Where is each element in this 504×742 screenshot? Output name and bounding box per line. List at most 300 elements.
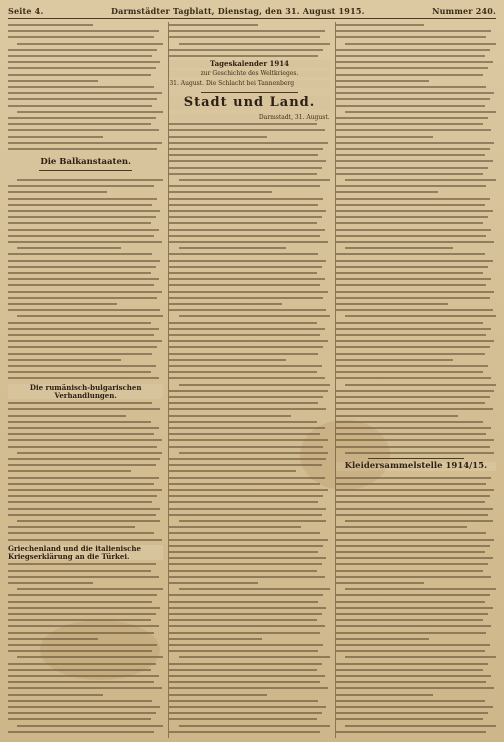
text-line: [169, 371, 317, 373]
text-line: [336, 526, 467, 528]
text-line: [336, 613, 488, 615]
text-line: [8, 526, 135, 528]
text-line: [169, 526, 300, 528]
text-line: [336, 340, 495, 342]
text-line: [169, 576, 325, 578]
heading-verhandlungen: Die rumänisch-bulgarischen Verhandlungen.: [8, 384, 163, 399]
text-line: [336, 30, 492, 32]
text-line: [169, 433, 320, 435]
text-line: [169, 415, 291, 417]
text-line: [336, 700, 485, 702]
text-line: [8, 477, 159, 479]
heading-balkanstaaten: Die Balkanstaaten.: [8, 158, 163, 167]
text-line: [179, 179, 330, 181]
text-line: [336, 266, 488, 268]
text-line: [336, 303, 448, 305]
text-lines: [336, 22, 496, 738]
text-line: [336, 167, 488, 169]
text-line: [336, 508, 493, 510]
text-line: [17, 452, 161, 454]
text-line: [345, 247, 452, 249]
text-line: [8, 570, 151, 572]
text-line: [336, 67, 488, 69]
text-line: [169, 148, 323, 150]
text-line: [8, 198, 157, 200]
text-line: [169, 253, 318, 255]
text-line: [169, 24, 257, 26]
text-line: [8, 532, 154, 534]
heading-rule: [39, 170, 132, 171]
text-line: [8, 55, 152, 57]
text-line: [169, 718, 317, 720]
text-line: [336, 136, 434, 138]
paper-stain: [300, 420, 390, 490]
text-line: [169, 204, 318, 206]
text-line: [169, 291, 328, 293]
text-line: [336, 74, 484, 76]
text-line: [169, 669, 317, 671]
kalender-entry: 31. August. Die Schlacht bei Tannenberg: [169, 80, 329, 87]
text-line: [336, 24, 424, 26]
text-line: [8, 681, 154, 683]
text-line: [345, 111, 496, 113]
text-line: [169, 309, 326, 311]
text-line: [8, 421, 151, 423]
text-line: [179, 725, 330, 727]
text-line: [179, 43, 330, 45]
text-line: [8, 694, 103, 696]
text-line: [336, 346, 490, 348]
text-line: [336, 328, 492, 330]
text-line: [8, 371, 151, 373]
text-line: [169, 340, 328, 342]
text-line: [336, 284, 487, 286]
text-line: [169, 278, 325, 280]
text-line: [8, 340, 162, 342]
text-line: [8, 334, 154, 336]
text-line: [8, 433, 154, 435]
text-line: [169, 582, 257, 584]
text-line: [169, 638, 262, 640]
text-line: [8, 253, 152, 255]
text-line: [336, 638, 429, 640]
text-line: [8, 365, 156, 367]
text-line: [169, 49, 323, 51]
text-line: [336, 396, 490, 398]
text-line: [169, 731, 320, 733]
dateline: Darmstadt, 31. August.: [169, 114, 329, 121]
text-line: [169, 613, 321, 615]
text-line: [336, 359, 453, 361]
text-line: [169, 619, 317, 621]
text-line: [169, 216, 321, 218]
text-line: [336, 297, 490, 299]
text-line: [8, 123, 151, 125]
text-line: [336, 694, 434, 696]
text-line: [8, 222, 151, 224]
text-line: [8, 291, 162, 293]
text-line: [8, 402, 152, 404]
text-line: [8, 216, 156, 218]
column-middle: [168, 22, 329, 738]
text-line: [8, 700, 152, 702]
text-line: [169, 607, 326, 609]
text-line: [8, 30, 159, 32]
newspaper-title: Darmstädter Tagblatt, Dienstag, den 31. August 1915.: [111, 6, 365, 16]
text-line: [345, 43, 496, 45]
text-line: [336, 142, 495, 144]
text-line: [8, 24, 93, 26]
text-line: [336, 198, 490, 200]
text-line: [8, 613, 156, 615]
text-line: [8, 278, 159, 280]
text-line: [169, 284, 320, 286]
text-line: [169, 495, 323, 497]
text-line: [8, 377, 159, 379]
text-line: [336, 291, 495, 293]
section-stadt-und-land: Stadt und Land.: [169, 96, 329, 110]
text-line: [169, 464, 321, 466]
text-line: [336, 92, 495, 94]
text-line: [336, 557, 493, 559]
text-line: [336, 80, 429, 82]
text-line: [8, 731, 154, 733]
text-line: [345, 588, 496, 590]
text-line: [336, 253, 485, 255]
text-line: [336, 61, 493, 63]
text-line: [169, 545, 323, 547]
text-line: [169, 222, 317, 224]
text-line: [8, 563, 156, 565]
text-line: [336, 706, 493, 708]
text-line: [169, 687, 328, 689]
text-line: [179, 247, 286, 249]
text-lines: [169, 22, 329, 738]
text-line: [169, 551, 318, 553]
text-line: [8, 86, 154, 88]
text-line: [169, 30, 325, 32]
text-line: [8, 353, 152, 355]
text-line: [8, 408, 160, 410]
text-line: [169, 377, 325, 379]
text-line: [8, 61, 160, 63]
text-line: [336, 105, 485, 107]
text-line: [169, 160, 326, 162]
text-line: [169, 136, 267, 138]
text-line: [336, 49, 490, 51]
text-line: [8, 92, 162, 94]
text-line: [169, 650, 318, 652]
text-line: [17, 43, 163, 45]
text-line: [8, 712, 156, 714]
text-line: [336, 675, 492, 677]
text-line: [179, 588, 330, 590]
text-line: [336, 576, 492, 578]
text-line: [336, 415, 458, 417]
text-line: [8, 470, 131, 472]
text-line: [169, 477, 325, 479]
text-line: [336, 216, 488, 218]
text-line: [169, 483, 320, 485]
text-line: [8, 483, 154, 485]
text-line: [169, 346, 323, 348]
text-line: [8, 191, 107, 193]
text-line: [17, 247, 121, 249]
text-line: [336, 235, 487, 237]
text-line: [336, 390, 495, 392]
text-line: [336, 160, 493, 162]
text-line: [169, 601, 318, 603]
text-line: [336, 514, 488, 516]
text-line: [8, 464, 156, 466]
text-line: [336, 495, 490, 497]
text-line: [336, 260, 493, 262]
text-line: [8, 74, 151, 76]
text-line: [336, 625, 492, 627]
text-line: [345, 656, 496, 658]
text-line: [8, 501, 152, 503]
text-line: [8, 105, 152, 107]
text-line: [169, 712, 321, 714]
kalender-subtitle: zur Geschichte des Weltkrieges.: [169, 70, 329, 77]
text-line: [169, 694, 267, 696]
text-line: [336, 718, 484, 720]
text-line: [169, 390, 328, 392]
text-line: [169, 142, 328, 144]
text-line: [169, 421, 317, 423]
text-line: [8, 539, 162, 541]
text-line: [336, 545, 490, 547]
text-line: [336, 353, 485, 355]
text-line: [336, 489, 495, 491]
text-line: [169, 55, 318, 57]
text-line: [8, 229, 159, 231]
text-line: [8, 98, 157, 100]
text-line: [336, 570, 484, 572]
text-line: [17, 111, 163, 113]
text-line: [169, 36, 320, 38]
text-line: [8, 458, 160, 460]
text-line: [8, 322, 151, 324]
text-line: [169, 508, 326, 510]
text-line: [169, 235, 320, 237]
text-line: [169, 328, 325, 330]
text-line: [336, 669, 484, 671]
text-line: [8, 67, 156, 69]
text-line: [8, 49, 157, 51]
text-line: [345, 179, 496, 181]
text-line: [345, 725, 496, 727]
text-line: [8, 601, 152, 603]
text-line: [8, 142, 162, 144]
text-line: [169, 210, 326, 212]
text-line: [8, 129, 159, 131]
text-line: [336, 322, 484, 324]
text-line: [336, 117, 488, 119]
text-line: [17, 725, 163, 727]
text-line: [169, 334, 320, 336]
text-line: [169, 427, 325, 429]
text-line: [336, 594, 490, 596]
text-line: [169, 297, 323, 299]
text-line: [336, 334, 487, 336]
text-line: [169, 191, 272, 193]
text-line: [169, 272, 317, 274]
text-line: [169, 229, 325, 231]
text-line: [8, 415, 126, 417]
text-line: [345, 384, 496, 386]
text-line: [336, 582, 424, 584]
text-line: [169, 539, 328, 541]
text-line: [336, 619, 484, 621]
page-header: [8, 6, 496, 19]
text-line: [336, 210, 493, 212]
text-line: [169, 532, 320, 534]
text-line: [336, 601, 485, 603]
text-line: [336, 712, 488, 714]
text-line: [336, 501, 485, 503]
text-line: [336, 377, 492, 379]
text-line: [8, 148, 157, 150]
text-line: [169, 625, 325, 627]
text-line: [336, 148, 490, 150]
text-line: [8, 36, 154, 38]
heading-griechenland: Griechenland und die italienische Kriegserklärung an die Türkei.: [8, 545, 163, 560]
text-line: [336, 36, 487, 38]
text-line: [179, 384, 330, 386]
text-line: [336, 731, 487, 733]
text-line: [336, 55, 485, 57]
text-line: [169, 266, 321, 268]
text-line: [8, 439, 162, 441]
text-line: [8, 309, 160, 311]
issue-number: Nummer 240.: [432, 6, 496, 16]
text-line: [345, 315, 496, 317]
text-line: [8, 489, 162, 491]
text-line: [8, 210, 160, 212]
text-line: [169, 675, 325, 677]
text-line: [336, 371, 484, 373]
heading-kleidersammelstelle: Kleidersammelstelle 1914/15.: [336, 462, 496, 471]
text-line: [336, 309, 493, 311]
page-label: Seite 4.: [8, 6, 44, 16]
text-line: [8, 272, 151, 274]
text-line: [169, 489, 328, 491]
text-line: [169, 260, 326, 262]
text-line: [8, 204, 152, 206]
text-line: [169, 681, 320, 683]
text-line: [169, 167, 321, 169]
text-line: [8, 427, 159, 429]
text-line: [336, 272, 484, 274]
text-line: [336, 365, 488, 367]
text-line: [336, 154, 485, 156]
text-line: [336, 644, 490, 646]
text-line: [336, 687, 495, 689]
text-line: [169, 408, 326, 410]
text-line: [336, 607, 493, 609]
text-line: [17, 179, 163, 181]
text-line: [8, 185, 154, 187]
text-line: [336, 229, 492, 231]
text-line: [179, 656, 330, 658]
text-line: [336, 86, 487, 88]
text-line: [8, 706, 160, 708]
text-line: [17, 588, 163, 590]
text-line: [17, 315, 163, 317]
text-line: [336, 222, 484, 224]
text-line: [169, 644, 323, 646]
text-line: [8, 266, 156, 268]
text-line: [345, 520, 493, 522]
text-line: [8, 260, 160, 262]
text-line: [336, 681, 487, 683]
text-line: [8, 346, 157, 348]
text-line: [336, 402, 485, 404]
text-line: [169, 241, 328, 243]
kalender-title: Tageskalender 1914: [169, 60, 329, 68]
text-line: [169, 563, 321, 565]
text-line: [169, 365, 321, 367]
text-line: [8, 607, 160, 609]
text-line: [8, 117, 156, 119]
text-line: [8, 576, 159, 578]
text-line: [8, 359, 121, 361]
text-line: [169, 632, 320, 634]
text-line: [8, 514, 156, 516]
text-line: [336, 408, 493, 410]
text-line: [336, 632, 487, 634]
text-line: [8, 582, 93, 584]
text-line: [336, 123, 484, 125]
text-line: [169, 514, 321, 516]
text-line: [169, 173, 317, 175]
text-line: [17, 520, 160, 522]
text-line: [169, 706, 326, 708]
text-line: [336, 539, 495, 541]
text-line: [8, 303, 117, 305]
text-line: [336, 650, 485, 652]
text-line: [169, 557, 326, 559]
text-line: [336, 532, 487, 534]
text-line: [169, 129, 325, 131]
text-line: [336, 173, 484, 175]
text-line: [336, 563, 488, 565]
text-line: [336, 129, 492, 131]
text-line: [8, 495, 157, 497]
text-line: [8, 446, 157, 448]
text-line: [169, 700, 318, 702]
text-line: [169, 396, 323, 398]
text-line: [169, 322, 317, 324]
text-line: [169, 185, 320, 187]
text-line: [169, 402, 318, 404]
text-line: [8, 328, 159, 330]
text-line: [8, 80, 98, 82]
text-line: [169, 353, 318, 355]
text-line: [336, 204, 485, 206]
text-line: [169, 570, 317, 572]
text-line: [336, 663, 488, 665]
text-line: [8, 241, 162, 243]
text-line: [8, 297, 157, 299]
text-line: [8, 235, 154, 237]
text-line: [169, 663, 321, 665]
text-line: [169, 594, 323, 596]
text-line: [169, 154, 318, 156]
text-line: [336, 98, 490, 100]
text-line: [169, 198, 323, 200]
